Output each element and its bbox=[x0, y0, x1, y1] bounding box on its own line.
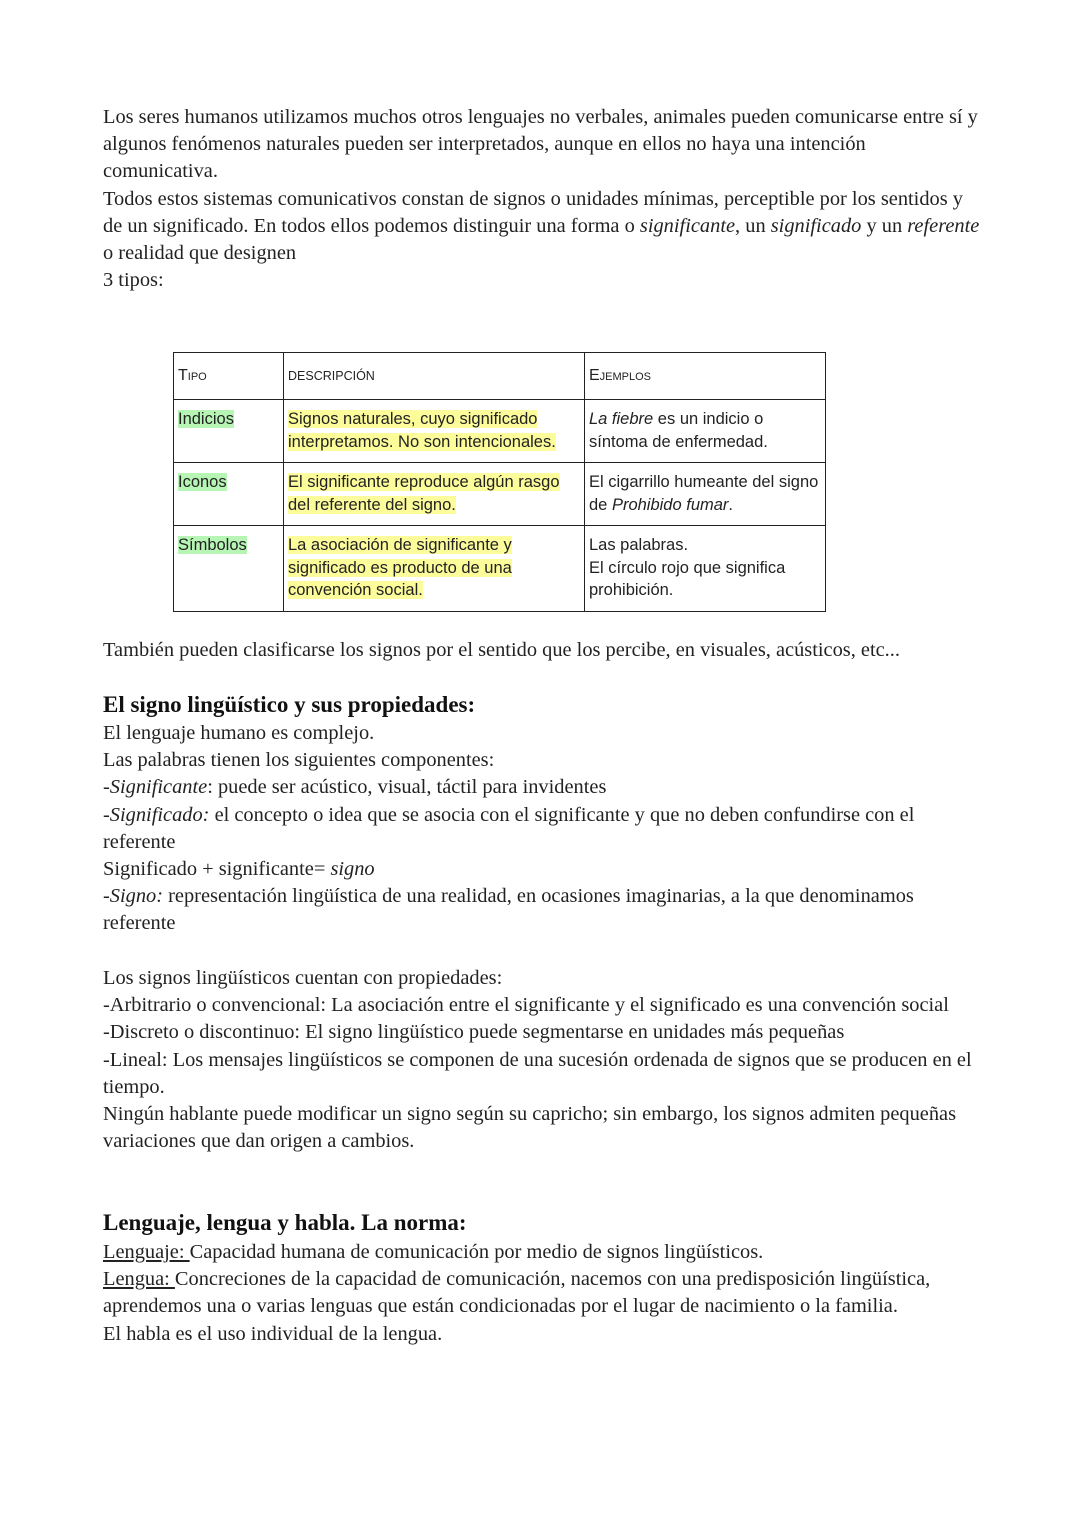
after-table-text: También pueden clasificarse los signos por el sentido que los percibe, en visuales, acústicos, etc... bbox=[103, 639, 900, 661]
header-tipo bbox=[174, 353, 284, 400]
header-text: Ejemplos bbox=[589, 367, 652, 384]
text-line bbox=[103, 802, 983, 856]
text: Concreciones de la capacidad de comunicación, nacemos con una predisposición lingüística, aprendemos una o varias lenguas que están condicionadas por el lugar de nacimiento o la familia. bbox=[103, 1268, 931, 1318]
term: -Signo: bbox=[103, 885, 164, 908]
text: : puede ser acústico, visual, táctil para invidentes bbox=[207, 776, 607, 799]
term-significante: significante bbox=[639, 214, 736, 237]
text: Significado + significante= bbox=[103, 858, 331, 881]
text-line bbox=[103, 856, 983, 883]
text-line: El lenguaje humano es complejo. bbox=[103, 722, 375, 744]
term: -Significante bbox=[103, 776, 208, 799]
table-header-row bbox=[174, 353, 826, 400]
text-line: -Arbitrario o convencional: La asociación entre el significante y el significado es una convención social bbox=[103, 994, 949, 1017]
text-line: El habla es el uso individual de la lengua. bbox=[103, 1322, 443, 1345]
cell-tipo bbox=[174, 400, 284, 463]
section-lenguaje-body bbox=[103, 1239, 983, 1348]
term: -Significado: bbox=[103, 803, 210, 826]
table-row bbox=[174, 400, 826, 463]
text-line bbox=[103, 774, 983, 801]
ejemplo-text: El cigarrillo humeante del signo de bbox=[589, 473, 819, 514]
section-signo-body bbox=[103, 720, 983, 938]
intro-paragraph-1: Los seres humanos utilizamos muchos otros lenguajes no verbales, animales pueden comunicarse entre sí y algunos fenómenos naturales pueden ser interpretados, aunque en ellos no haya una intención comunicativa. bbox=[103, 106, 978, 183]
descripcion-text: Signos naturales, cuyo significado interpretamos. No son intencionales. bbox=[288, 410, 556, 451]
cell-descripcion bbox=[284, 526, 585, 612]
tipo-label: Indicios bbox=[178, 410, 234, 428]
cell-ejemplos bbox=[585, 526, 826, 612]
table-row bbox=[174, 463, 826, 526]
term-referente: referente bbox=[907, 214, 980, 237]
text-line bbox=[103, 1239, 983, 1266]
ejemplo-text: Las palabras. bbox=[589, 536, 689, 554]
text: o realidad que designen bbox=[103, 242, 297, 265]
tipo-label: Iconos bbox=[178, 473, 227, 491]
text: Todos estos sistemas comunicativos constan de signos o unidades mínimas, perceptible por los sentidos y de un significado. En todos ellos podemos distinguir una forma o bbox=[103, 187, 963, 237]
text: representación lingüística de una realidad, en ocasiones imaginarias, a la que denominamos referente bbox=[103, 885, 914, 935]
ejemplo-italic: La fiebre bbox=[589, 410, 654, 428]
header-ejemplos bbox=[585, 353, 826, 400]
intro-paragraph-2 bbox=[103, 186, 983, 268]
text-line: -Discreto o discontinuo: El signo lingüístico puede segmentarse en unidades más pequeñas bbox=[103, 1021, 845, 1044]
sign-types-table bbox=[173, 352, 826, 612]
text-line: Los signos lingüísticos cuentan con propiedades: bbox=[103, 967, 503, 989]
tipo-label: Símbolos bbox=[178, 536, 247, 554]
text-line bbox=[103, 883, 983, 937]
text: , un bbox=[735, 214, 771, 237]
text: Capacidad humana de comunicación por medio de signos lingüísticos. bbox=[189, 1241, 764, 1263]
header-text: Tipo bbox=[178, 367, 207, 384]
text-line: Ningún hablante puede modificar un signo según su capricho; sin embargo, los signos admiten pequeñas variaciones que dan origen a cambios. bbox=[103, 1103, 957, 1153]
term: signo bbox=[330, 858, 375, 881]
intro bbox=[103, 104, 983, 294]
ejemplo-text: . bbox=[728, 495, 734, 514]
intro-paragraph-3: 3 tipos: bbox=[103, 269, 164, 292]
text: y un bbox=[861, 214, 908, 237]
text: el concepto o idea que se asocia con el significante y que no deben confundirse con el referente bbox=[103, 803, 915, 853]
text-line: -Lineal: Los mensajes lingüísticos se componen de una sucesión ordenada de signos que se producen en el tiempo. bbox=[103, 1048, 972, 1098]
cell-tipo bbox=[174, 463, 284, 526]
ejemplo-text: El círculo rojo que significa prohibición. bbox=[589, 558, 786, 599]
header-descripcion bbox=[284, 353, 585, 400]
ejemplo-text: es un indicio o síntoma de enfermedad. bbox=[589, 410, 768, 451]
descripcion-text: El significante reproduce algún rasgo del referente del signo. bbox=[288, 473, 560, 514]
text-line: Las palabras tienen los siguientes componentes: bbox=[103, 749, 495, 772]
table-row bbox=[174, 526, 826, 612]
cell-descripcion bbox=[284, 463, 585, 526]
cell-descripcion bbox=[284, 400, 585, 463]
section-heading-lenguaje: Lenguaje, lengua y habla. La norma: bbox=[103, 1210, 467, 1235]
cell-ejemplos bbox=[585, 463, 826, 526]
header-text: DESCRIPCIÓN bbox=[288, 369, 375, 383]
properties-list bbox=[103, 965, 983, 1155]
descripcion-text: La asociación de significante y significado es producto de una convención social. bbox=[288, 536, 512, 599]
ejemplo-italic: Prohibido fumar bbox=[611, 495, 729, 514]
term-underlined: Lenguaje: bbox=[103, 1241, 190, 1263]
text-line bbox=[103, 1266, 983, 1320]
section-heading-signo: El signo lingüístico y sus propiedades: bbox=[103, 692, 476, 717]
cell-tipo bbox=[174, 526, 284, 612]
term-underlined: Lengua: bbox=[103, 1268, 175, 1291]
cell-ejemplos bbox=[585, 400, 826, 463]
term-significado: significado bbox=[770, 214, 862, 237]
